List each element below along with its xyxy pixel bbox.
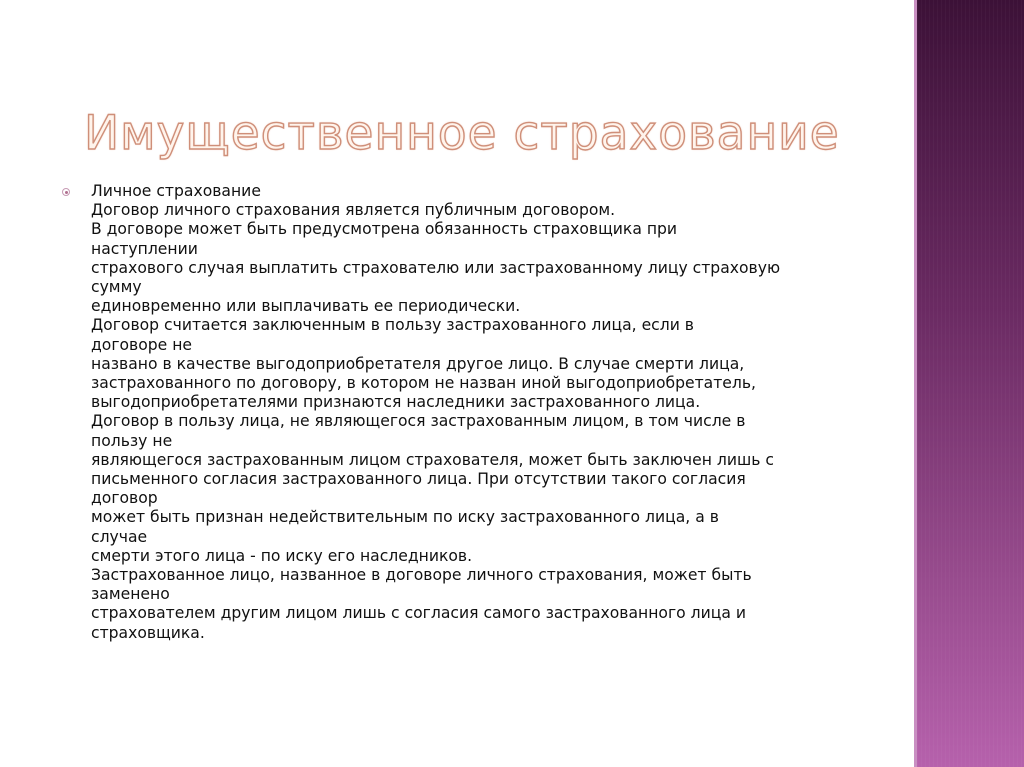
slide-title: Имущественное страхование [84,106,840,161]
body-line: пользу не [91,431,173,450]
body-line: страхового случая выплатить страхователю или застрахованному лицу страховую [91,258,781,277]
body-line: названо в качестве выгодоприобретателя другое лицо. В случае смерти лица, [91,354,745,373]
body-line: договор [91,489,158,508]
body-line: Договор считается заключенным в пользу застрахованного лица, если в [91,316,694,335]
body-line: смерти этого лица - по иску его наследников. [91,546,473,565]
body-line: может быть признан недействительным по иску застрахованного лица, а в [91,508,719,527]
body-line: Застрахованное лицо, названное в договоре личного страхования, может быть [91,566,752,585]
body-line: письменного согласия застрахованного лица. При отсутствии такого согласия [91,470,746,489]
body-line: Договор личного страхования является публичным договором. [91,201,616,220]
slide-body [62,182,862,643]
body-line: застрахованного по договору, в котором не назван иной выгодоприобретатель, [91,374,757,393]
body-line: сумму [91,278,142,297]
body-line: Договор в пользу лица, не являющегося застрахованным лицом, в том числе в [91,412,746,431]
body-text [91,182,862,643]
body-line: страхователем другим лицом лишь с согласия самого застрахованного лица и [91,604,747,623]
body-line: Личное страхование [91,182,261,200]
decorative-side-band [914,0,1024,767]
body-line: случае [91,527,148,546]
body-line: являющегося застрахованным лицом страхователя, может быть заключен лишь с [91,450,774,469]
body-line: единовременно или выплачивать ее периодически. [91,297,521,316]
circle-bullet-icon [62,188,70,196]
body-line: страховщика. [91,623,205,642]
body-line: заменено [91,585,170,604]
body-line: В договоре может быть предусмотрена обязанность страховщика при [91,220,678,239]
body-line: выгодоприобретателями признаются наследники застрахованного лица. [91,393,701,412]
body-line: наступлении [91,239,198,258]
body-line: договоре не [91,335,193,354]
